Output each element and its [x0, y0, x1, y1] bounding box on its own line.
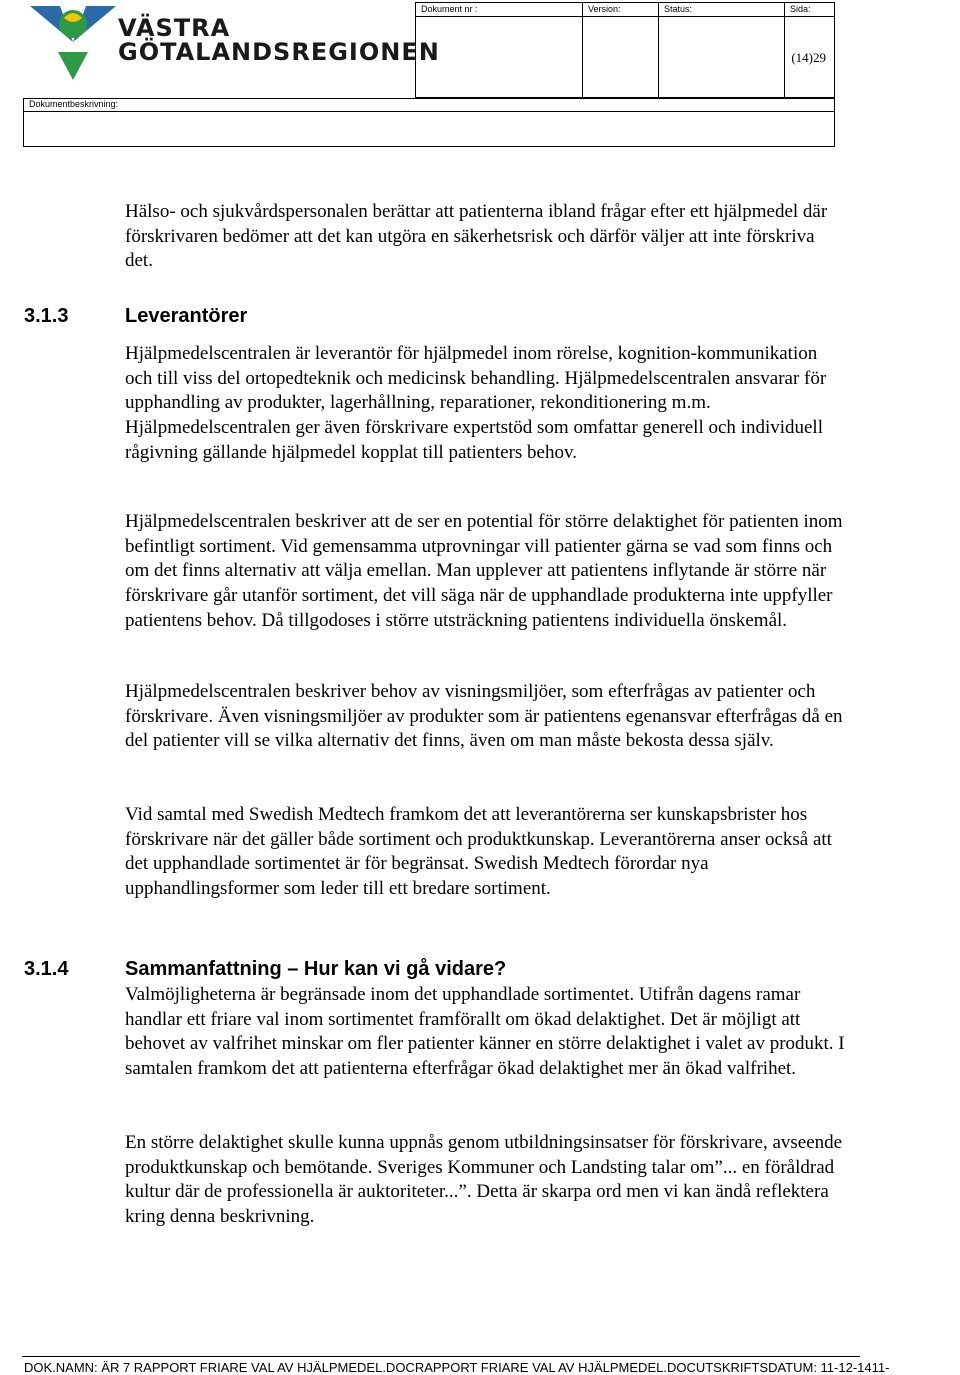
section-313-paragraph-2: Hjälpmedelscentralen beskriver att de ser en potential för större delaktighet för patienten inom befintligt sortiment. Vid gemensamma utprovningar vill patienter gärna se vad som finns och om det finns alternativ att välja emellan. Man upplever att patientens inflytande är större när förskrivare går utanför sortiment, det vill säga när de upphandlade produkterna inte uppfyller patientens behov. Då tillgodoses i större utsträckning patientens individuella önskemål. [125, 511, 843, 631]
dokument-nr-cell [416, 3, 583, 99]
vgr-logo [28, 4, 440, 84]
section-314-number: 3.1.4 [24, 958, 69, 980]
version-cell [583, 3, 659, 99]
status-cell [659, 3, 785, 99]
section-314-paragraph-2: En större delaktighet skulle kunna uppnås genom utbildningsinsatser för förskrivare, avseende produktkunskap och bemötande. Sveriges Kommuner och Landsting talar om”... en föråldrad kultur där de professionella är auktoriteter...”. Detta är skarpa ord men vi kan ändå reflektera kring denna beskrivning. [125, 1132, 843, 1228]
footer-rule [22, 1356, 860, 1357]
section-313-title: Leverantörer [125, 305, 248, 327]
section-313-paragraph-3: Hjälpmedelscentralen beskriver behov av visningsmiljöer, som efterfrågas av patienter och förskrivare. Även visningsmiljöer av produkter som är patientens egenansvar efterfrågas då en del patienter vill se vilka alternativ det finns, även om man måste bekosta dessa själv. [125, 681, 843, 752]
sida-cell [785, 3, 834, 99]
section-313-paragraph-1: Hjälpmedelscentralen är leverantör för hjälpmedel inom rörelse, kognition-kommunikation och till viss del ortopedteknik och medicinsk behandling. Hjälpmedelscentralen ansvarar för upphandling av produkter, lagerhållning, reparationer, rekonditionering m.m. Hjälpmedelscentralen ger även förskrivare expertstöd som omfattar generell och individuell rågivning gällande hjälpmedel kopplat till patienters behov. [125, 343, 827, 463]
section-313-number: 3.1.3 [24, 305, 69, 327]
logo-line-2: GÖTALANDSREGIONEN [118, 38, 440, 66]
version-label: Version: [588, 4, 621, 14]
dokumentbeskrivning-label: Dokumentbeskrivning: [29, 99, 119, 109]
logo-line-1: VÄSTRA [118, 14, 231, 42]
section-314-paragraph-1: Valmöjligheterna är begränsade inom det upphandlade sortimentet. Utifrån dagens ramar handlar ett friare val inom sortimentet framförallt om ökad delaktighet. Det är möjligt att behovet av valfrihet minskar om fler patienter känner en större delaktighet i valet av produkt. I samtalen framkom det att patienterna efterfrågar ökad delaktighet mer än ökad valfrihet. [125, 984, 845, 1080]
status-label: Status: [664, 4, 693, 14]
footer-document-name: DOK.NAMN: ÄR 7 RAPPORT FRIARE VAL AV HJÄLPMEDEL.DOCRAPPORT FRIARE VAL AV HJÄLPMEDEL.DOCUTSKRIFTSDATUM: 11-12-1411- [24, 1360, 890, 1375]
intro-paragraph: Hälso- och sjukvårdspersonalen berättar att patienterna ibland frågar efter ett hjälpmedel där förskrivaren bedömer att det kan utgöra en säkerhetsrisk och därför väljer att inte förskriva det. [125, 201, 828, 272]
page-number: (14)29 [791, 50, 826, 65]
vgr-logo-mark [28, 4, 118, 84]
section-314-title: Sammanfattning – Hur kan vi gå vidare? [125, 958, 507, 980]
section-313-paragraph-4: Vid samtal med Swedish Medtech framkom det att leverantörerna ser kunskapsbrister hos förskrivare när det gäller både sortiment och produktkunskap. Leverantörerna anser också att det upphandlade sortimentet är för begränsat. Swedish Medtech förordar nya upphandlingsformer som leder till ett bredare sortiment. [125, 804, 832, 900]
dokumentbeskrivning-box [23, 98, 835, 147]
document-header-table [415, 2, 835, 98]
sida-label: Sida: [790, 4, 811, 14]
dokument-nr-label: Dokument nr : [421, 4, 478, 14]
